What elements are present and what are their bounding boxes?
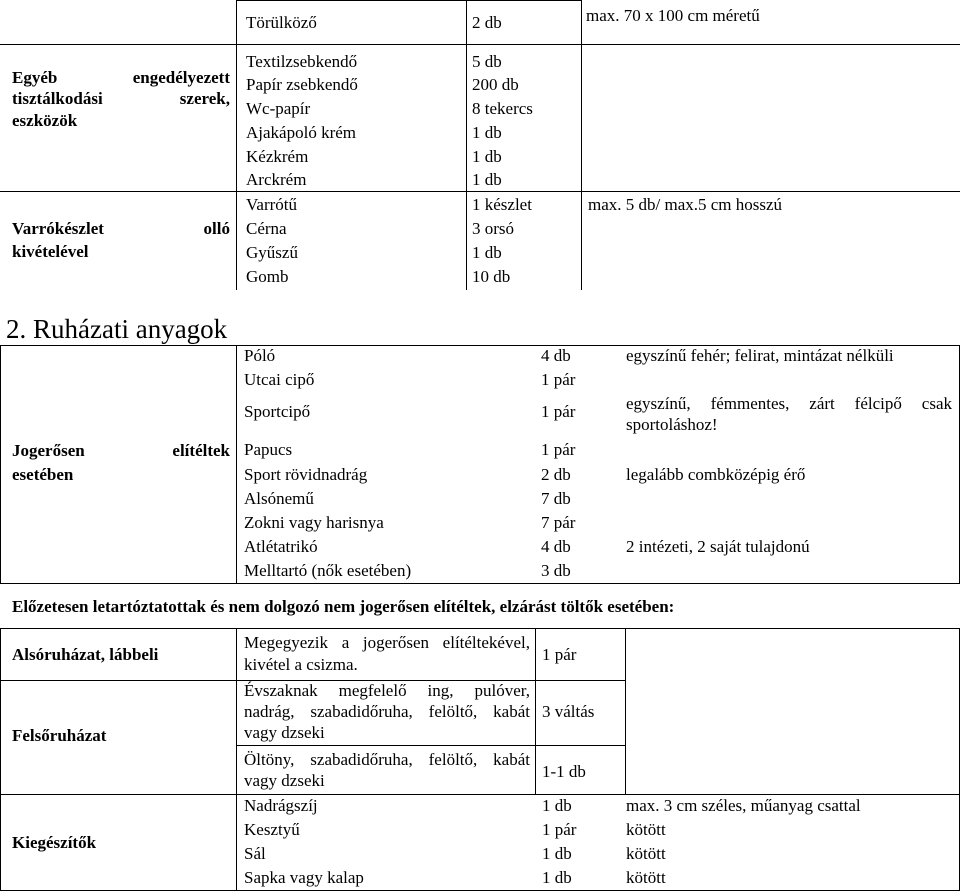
item-qty: 1 pár	[541, 370, 576, 389]
grid-line	[0, 628, 960, 629]
item-note: max. 5 db/ max.5 cm hosszú	[588, 195, 783, 214]
item-qty: 1 pár	[541, 440, 576, 459]
row-qty: 3 váltás	[542, 702, 595, 721]
grid-line	[236, 345, 237, 583]
item-qty: 1 pár	[542, 820, 577, 839]
item-name: Utcai cipő	[244, 370, 315, 389]
item-note: kötött	[626, 868, 666, 887]
grid-line	[0, 794, 960, 795]
grid-line	[625, 628, 626, 795]
item-qty: 5 db	[472, 52, 502, 71]
row-label: Felsőruházat	[12, 726, 107, 745]
section-heading: Előzetesen letartóztatottak és nem dolgozó nem jogerősen elítéltek, elzárást töltők esetében:	[12, 597, 675, 616]
section-heading: 2. Ruházati anyagok	[6, 314, 228, 344]
row-desc: Megegyezik a jogerősen elítéltekével, kivétel a csizma.	[244, 633, 530, 674]
item-note: max. 3 cm széles, műanyag csattal	[626, 796, 861, 815]
grid-line	[0, 345, 1, 583]
group-label: Jogerősen elítéltek	[12, 441, 230, 460]
group-label: Varrókészlet olló	[12, 219, 230, 238]
item-qty: 3 orsó	[472, 219, 515, 238]
item-qty: 4 db	[541, 346, 571, 365]
item-qty: 1 db	[472, 147, 502, 166]
grid-line	[236, 0, 581, 1]
item-name: Póló	[244, 346, 276, 365]
item-name: Sál	[244, 844, 266, 863]
item-name: Ajakápoló krém	[246, 123, 356, 142]
row-label: Kiegészítők	[12, 833, 97, 852]
item-name: Arckrém	[246, 170, 307, 189]
grid-line	[236, 628, 237, 891]
item-name: Papucs	[244, 440, 293, 459]
item-qty: 7 pár	[541, 513, 576, 532]
item-name: Varrótű	[246, 195, 297, 214]
item-qty: 2 db	[472, 13, 502, 32]
row-desc: Évszaknak megfelelő ing, pulóver, nadrág, szabadidőruha, felöltő, kabát vagy dzseki	[244, 681, 530, 742]
item-name: Kesztyű	[244, 820, 300, 839]
item-qty: 1 db	[472, 170, 502, 189]
item-name: Zokni vagy harisnya	[244, 513, 384, 532]
grid-line	[0, 191, 960, 192]
grid-line	[0, 628, 1, 891]
item-note: kötött	[626, 844, 666, 863]
item-note: egyszínű fehér; felirat, mintázat nélküli	[626, 346, 894, 365]
item-name: Sapka vagy kalap	[244, 868, 364, 887]
item-name: Cérna	[246, 219, 287, 238]
item-qty: 1 készlet	[472, 195, 532, 214]
grid-line	[236, 745, 625, 746]
group-label: esetében	[12, 465, 74, 484]
row-label: Alsóruházat, lábbeli	[12, 645, 159, 664]
item-note: kötött	[626, 820, 666, 839]
item-name: Textilzsebkendő	[246, 52, 358, 71]
item-name: Sport rövidnadrág	[244, 465, 368, 484]
item-name: Nadrágszíj	[244, 796, 318, 815]
item-note: egyszínű, fémmentes, zárt félcipő csak sportoláshoz!	[626, 394, 952, 434]
grid-line	[0, 583, 960, 584]
item-name: Melltartó (nők esetében)	[244, 561, 412, 580]
item-qty: 1 db	[542, 868, 572, 887]
item-qty: 1 db	[472, 243, 502, 262]
row-qty: 1-1 db	[542, 762, 586, 781]
item-name: Alsónemű	[244, 489, 314, 508]
grid-line	[0, 44, 960, 45]
item-qty: 1 db	[542, 844, 572, 863]
row-qty: 1 pár	[542, 645, 577, 664]
item-name: Gyűszű	[246, 243, 298, 262]
item-qty: 10 db	[472, 267, 511, 286]
group-label: eszközök	[12, 111, 78, 130]
group-label: kivételével	[12, 242, 89, 261]
item-qty: 1 db	[472, 123, 502, 142]
item-qty: 1 pár	[541, 402, 576, 421]
row-desc: Öltöny, szabadidőruha, felöltő, kabát vagy dzseki	[244, 750, 530, 790]
item-note: max. 70 x 100 cm méretű	[586, 6, 760, 25]
item-qty: 2 db	[541, 465, 571, 484]
item-name: Atlétatrikó	[244, 537, 318, 556]
item-name: Sportcipő	[244, 402, 311, 421]
item-qty: 200 db	[472, 75, 519, 94]
group-label: Egyéb engedélyezett	[12, 68, 230, 87]
item-name: Kézkrém	[246, 147, 309, 166]
item-qty: 8 tekercs	[472, 99, 533, 118]
item-name: Gomb	[246, 267, 289, 286]
item-note: 2 intézeti, 2 saját tulajdonú	[626, 537, 810, 556]
item-name: Papír zsebkendő	[246, 75, 358, 94]
grid-line	[535, 628, 536, 795]
item-note: legalább combközépig érő	[626, 465, 806, 484]
item-qty: 4 db	[541, 537, 571, 556]
item-name: Törülköző	[246, 13, 317, 32]
item-qty: 1 db	[542, 796, 572, 815]
item-qty: 7 db	[541, 489, 571, 508]
item-qty: 3 db	[541, 561, 571, 580]
item-name: Wc-papír	[246, 99, 311, 118]
group-label: tisztálkodási szerek,	[12, 89, 230, 108]
